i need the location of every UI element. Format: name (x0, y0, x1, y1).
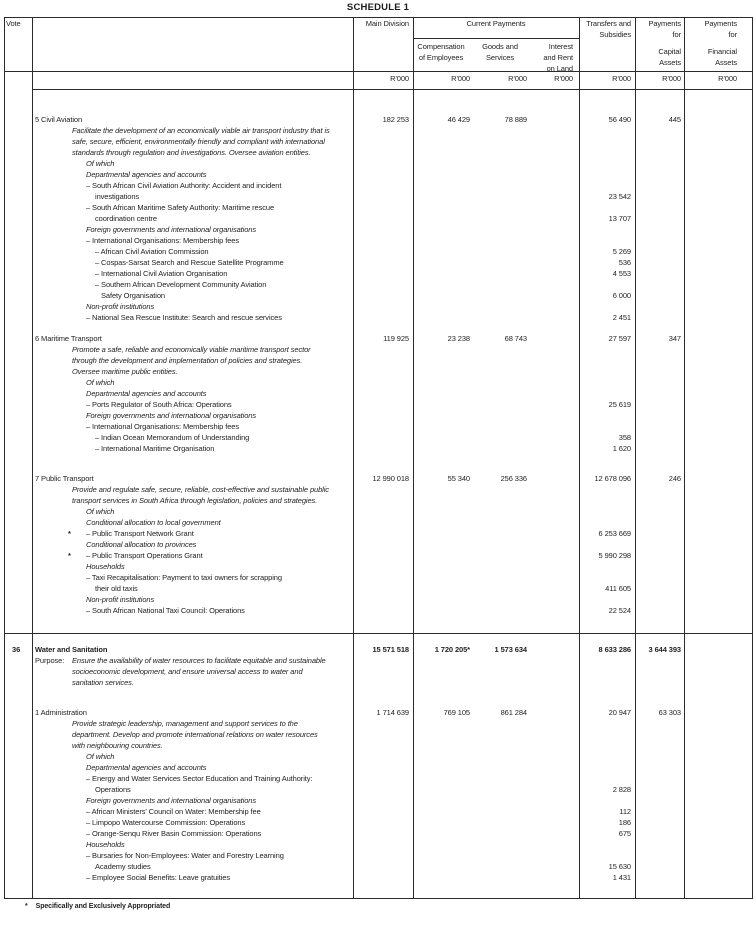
footnote-asterisk: * (25, 903, 28, 910)
table-row-text: Conditional allocation to provinces (86, 540, 197, 549)
table-row-text: – Cospas-Sarsat Search and Rescue Satellite Programme (95, 258, 284, 267)
unit-cell: R'000 (508, 74, 527, 83)
table-row-value-ts: 22 524 (608, 606, 631, 615)
table-row-text: 1 Administration (35, 708, 87, 717)
table-row-value-gs: 78 889 (504, 115, 527, 124)
table-row-value-ts: 56 490 (608, 115, 631, 124)
table-row-text: Foreign governments and international organisations (86, 411, 257, 420)
table-row-text: Of which (86, 507, 115, 516)
table-row-text: – African Civil Aviation Commission (95, 247, 209, 256)
table-row-value-ts: 2 828 (612, 785, 631, 794)
table-row-text: – International Civil Aviation Organisation (95, 269, 228, 278)
header-interest-rent: on Land (546, 64, 573, 73)
table-row-text: – Ports Regulator of South Africa: Operations (86, 400, 232, 409)
unit-cell: R'000 (612, 74, 631, 83)
table-row-value-ca: 246 (668, 474, 681, 483)
table-row-text: Non-profit institutions (86, 595, 155, 604)
table-row-value-ca: 347 (668, 334, 681, 343)
table-row-text: Oversee maritime public entities. (72, 367, 178, 376)
table-row-text: Departmental agencies and accounts (86, 763, 207, 772)
header-goods-services: Goods and (482, 42, 518, 51)
table-row-text: 5 Civil Aviation (35, 115, 83, 124)
table-row-value-md: 15 571 518 (372, 645, 409, 654)
table-row-text: – African Ministers' Council on Water: Membership fee (86, 807, 261, 816)
header-payments-capital: Payments (648, 19, 681, 28)
unit-cell: R'000 (554, 74, 573, 83)
table-row-value-gs: 1 573 634 (494, 645, 527, 654)
table-row-text: safe, secure, efficient, environmentally friendly and compliant with international (72, 137, 325, 146)
main-division-column-line (413, 17, 414, 899)
table-row-text: sanitation services. (72, 678, 134, 687)
table-row-value-ce: 23 238 (447, 334, 470, 343)
table-row-value-ce: 769 105 (443, 708, 470, 717)
header-payments-capital: Assets (659, 58, 681, 67)
table-row-text: Safety Organisation (101, 291, 165, 300)
table-row-value-ts: 536 (618, 258, 631, 267)
header-current-payments: Current Payments (466, 19, 526, 28)
table-row-value-ts: 112 (619, 807, 631, 816)
table-row-value-ts: 4 553 (612, 269, 631, 278)
table-row-text: Academy studies (95, 862, 151, 871)
transfers-column-line (635, 17, 636, 899)
table-row-text: – Bursaries for Non-Employees: Water and Forestry Learning (86, 851, 284, 860)
table-row-value-ts: 186 (618, 818, 631, 827)
table-border-top (4, 17, 753, 18)
table-row-text: – Public Transport Operations Grant (86, 551, 203, 560)
unit-cell: R'000 (451, 74, 470, 83)
table-row-text: – Employee Social Benefits: Leave gratuities (86, 873, 231, 882)
table-row-text: – Taxi Recapitalisation: Payment to taxi owners for scrapping (86, 573, 282, 582)
table-row-text: Facilitate the development of an economically viable air transport industry that is (72, 126, 330, 135)
header-underline (4, 71, 753, 72)
table-row-text: Foreign governments and international organisations (86, 225, 257, 234)
table-row-text: Foreign governments and international organisations (86, 796, 257, 805)
header-interest-rent: and Rent (543, 53, 573, 62)
table-row-value-ts: 13 707 (608, 214, 631, 223)
capital-column-line (684, 17, 685, 899)
unit-cell: R'000 (662, 74, 681, 83)
table-row-value-md: 119 925 (383, 334, 409, 343)
table-row-text: – South African National Taxi Council: Operations (86, 606, 245, 615)
unit-cell: R'000 (390, 74, 409, 83)
table-row-value-gs: 68 743 (504, 334, 527, 343)
vote-column-line (32, 17, 33, 899)
table-row-text: Households (86, 562, 125, 571)
table-row-text: 7 Public Transport (35, 474, 94, 483)
table-row-text: – South African Maritime Safety Authority: Maritime rescue (86, 203, 275, 212)
table-row-text: – South African Civil Aviation Authority: Accident and incident (86, 181, 282, 190)
header-goods-services: Services (486, 53, 514, 62)
table-row-value-ts: 1 620 (612, 444, 631, 453)
table-row-value-md: 182 253 (382, 115, 409, 124)
table-row-text: – Energy and Water Services Sector Education and Training Authority: (86, 774, 313, 783)
appropriation-asterisk: * (68, 551, 71, 560)
header-main-division: Main Division (365, 19, 409, 28)
table-row-text: department. Develop and promote international relations on water resources (72, 730, 318, 739)
table-row-text: Of which (86, 378, 115, 387)
table-row-value-ts: 8 633 286 (598, 645, 631, 654)
table-row-text: – Public Transport Network Grant (86, 529, 194, 538)
table-row-text: 6 Maritime Transport (35, 334, 102, 343)
table-row-value-gs: 861 284 (500, 708, 527, 717)
table-row-text: investigations (95, 192, 140, 201)
vote-number: 36 (12, 645, 21, 654)
table-row-value-ca: 3 644 393 (648, 645, 681, 654)
table-row-value-ts: 15 630 (608, 862, 631, 871)
table-row-value-ts: 25 619 (608, 400, 631, 409)
table-row-text: Of which (86, 752, 115, 761)
table-row-text: – International Maritime Organisation (95, 444, 215, 453)
table-row-value-ts: 5 990 298 (598, 551, 631, 560)
table-row-text: Provide strategic leadership, management and support services to the (72, 719, 298, 728)
table-row-value-gs: 256 336 (500, 474, 527, 483)
header-payments-financial: for (728, 30, 737, 39)
table-row-text: – Limpopo Watercourse Commission: Operations (86, 818, 246, 827)
table-border-bottom (4, 898, 753, 899)
table-row-value-ca: 445 (668, 115, 681, 124)
header-compensation: Compensation (417, 42, 465, 51)
table-row-value-ts: 6 000 (612, 291, 631, 300)
table-row-text: – International Organisations: Membership fees (86, 236, 239, 245)
table-row-text: Non-profit institutions (86, 302, 155, 311)
table-row-text: through the development and implementation of policies and strategies. (72, 356, 303, 365)
unit-row-underline (32, 89, 753, 90)
table-row-value-ts: 2 451 (612, 313, 631, 322)
table-row-text: Purpose: (35, 656, 65, 665)
table-row-value-md: 1 714 639 (376, 708, 409, 717)
table-row-text: Of which (86, 159, 115, 168)
table-row-value-ts: 5 269 (612, 247, 631, 256)
header-interest-rent: Interest (548, 42, 573, 51)
table-row-value-ts: 675 (618, 829, 631, 838)
table-row-value-ts: 27 597 (608, 334, 631, 343)
table-row-text: standards through regulation and investigations. Oversee aviation entities. (72, 148, 311, 157)
table-row-text: Departmental agencies and accounts (86, 389, 207, 398)
unit-cell: R'000 (718, 74, 737, 83)
vote-section-separator (4, 633, 753, 634)
header-payments-financial: Payments (704, 19, 737, 28)
table-row-text: coordination centre (95, 214, 157, 223)
header-compensation: of Employees (418, 53, 464, 62)
table-row-text: – Orange-Senqu River Basin Commission: Operations (86, 829, 262, 838)
table-row-text: transport services in South Africa through legislation, policies and strategies. (72, 496, 318, 505)
table-border-left (4, 17, 5, 899)
table-row-text: – Southern African Development Community Aviation (95, 280, 267, 289)
footnote (25, 903, 170, 910)
table-row-value-ts: 12 678 096 (594, 474, 631, 483)
table-row-text: Departmental agencies and accounts (86, 170, 207, 179)
header-vote: Vote (6, 19, 21, 28)
table-row-text: Operations (95, 785, 131, 794)
table-border-right (752, 17, 753, 899)
table-row-value-ce: 1 720 205* (434, 645, 470, 654)
header-payments-capital: Capital (658, 47, 681, 56)
header-payments-financial: Financial (707, 47, 737, 56)
table-row-text: Conditional allocation to local government (86, 518, 221, 527)
table-row-text: – Indian Ocean Memorandum of Understanding (95, 433, 250, 442)
table-row-value-ts: 20 947 (608, 708, 631, 717)
header-payments-financial: Assets (715, 58, 737, 67)
table-row-value-ts: 6 253 669 (598, 529, 631, 538)
table-row-text: – National Sea Rescue Institute: Search and rescue services (86, 313, 282, 322)
table-row-text: Water and Sanitation (35, 645, 108, 654)
table-row-text: – International Organisations: Membership fees (86, 422, 239, 431)
header-payments-capital: for (672, 30, 681, 39)
table-row-text: Households (86, 840, 125, 849)
table-row-value-ts: 1 431 (612, 873, 631, 882)
header-transfers-subsidies: Subsidies (599, 30, 631, 39)
table-row-text: their old taxis (95, 584, 138, 593)
table-row-value-ce: 46 429 (447, 115, 470, 124)
table-row-value-md: 12 990 018 (372, 474, 409, 483)
table-row-text: Ensure the availability of water resources to facilitate equitable and sustainable (72, 656, 326, 665)
current-payments-column-line (579, 17, 580, 899)
appropriation-asterisk: * (68, 529, 71, 538)
table-row-value-ts: 23 542 (608, 192, 631, 201)
table-row-value-ca: 63 303 (658, 708, 681, 717)
page-title: SCHEDULE 1 (346, 2, 410, 13)
footnote-text: Specifically and Exclusively Appropriated (35, 903, 171, 910)
table-row-value-ts: 411 605 (605, 584, 631, 593)
header-transfers-subsidies: Transfers and (586, 19, 631, 28)
description-column-line (353, 17, 354, 899)
table-row-text: Promote a safe, reliable and economically viable maritime transport sector (72, 345, 311, 354)
table-row-value-ce: 55 340 (447, 474, 470, 483)
table-row-text: Provide and regulate safe, secure, reliable, cost-effective and sustainable public (72, 485, 329, 494)
table-row-value-ts: 358 (618, 433, 631, 442)
table-row-text: socioeconomic development, and ensure universal access to water and (72, 667, 303, 676)
table-row-text: with neighbouring countries. (72, 741, 163, 750)
